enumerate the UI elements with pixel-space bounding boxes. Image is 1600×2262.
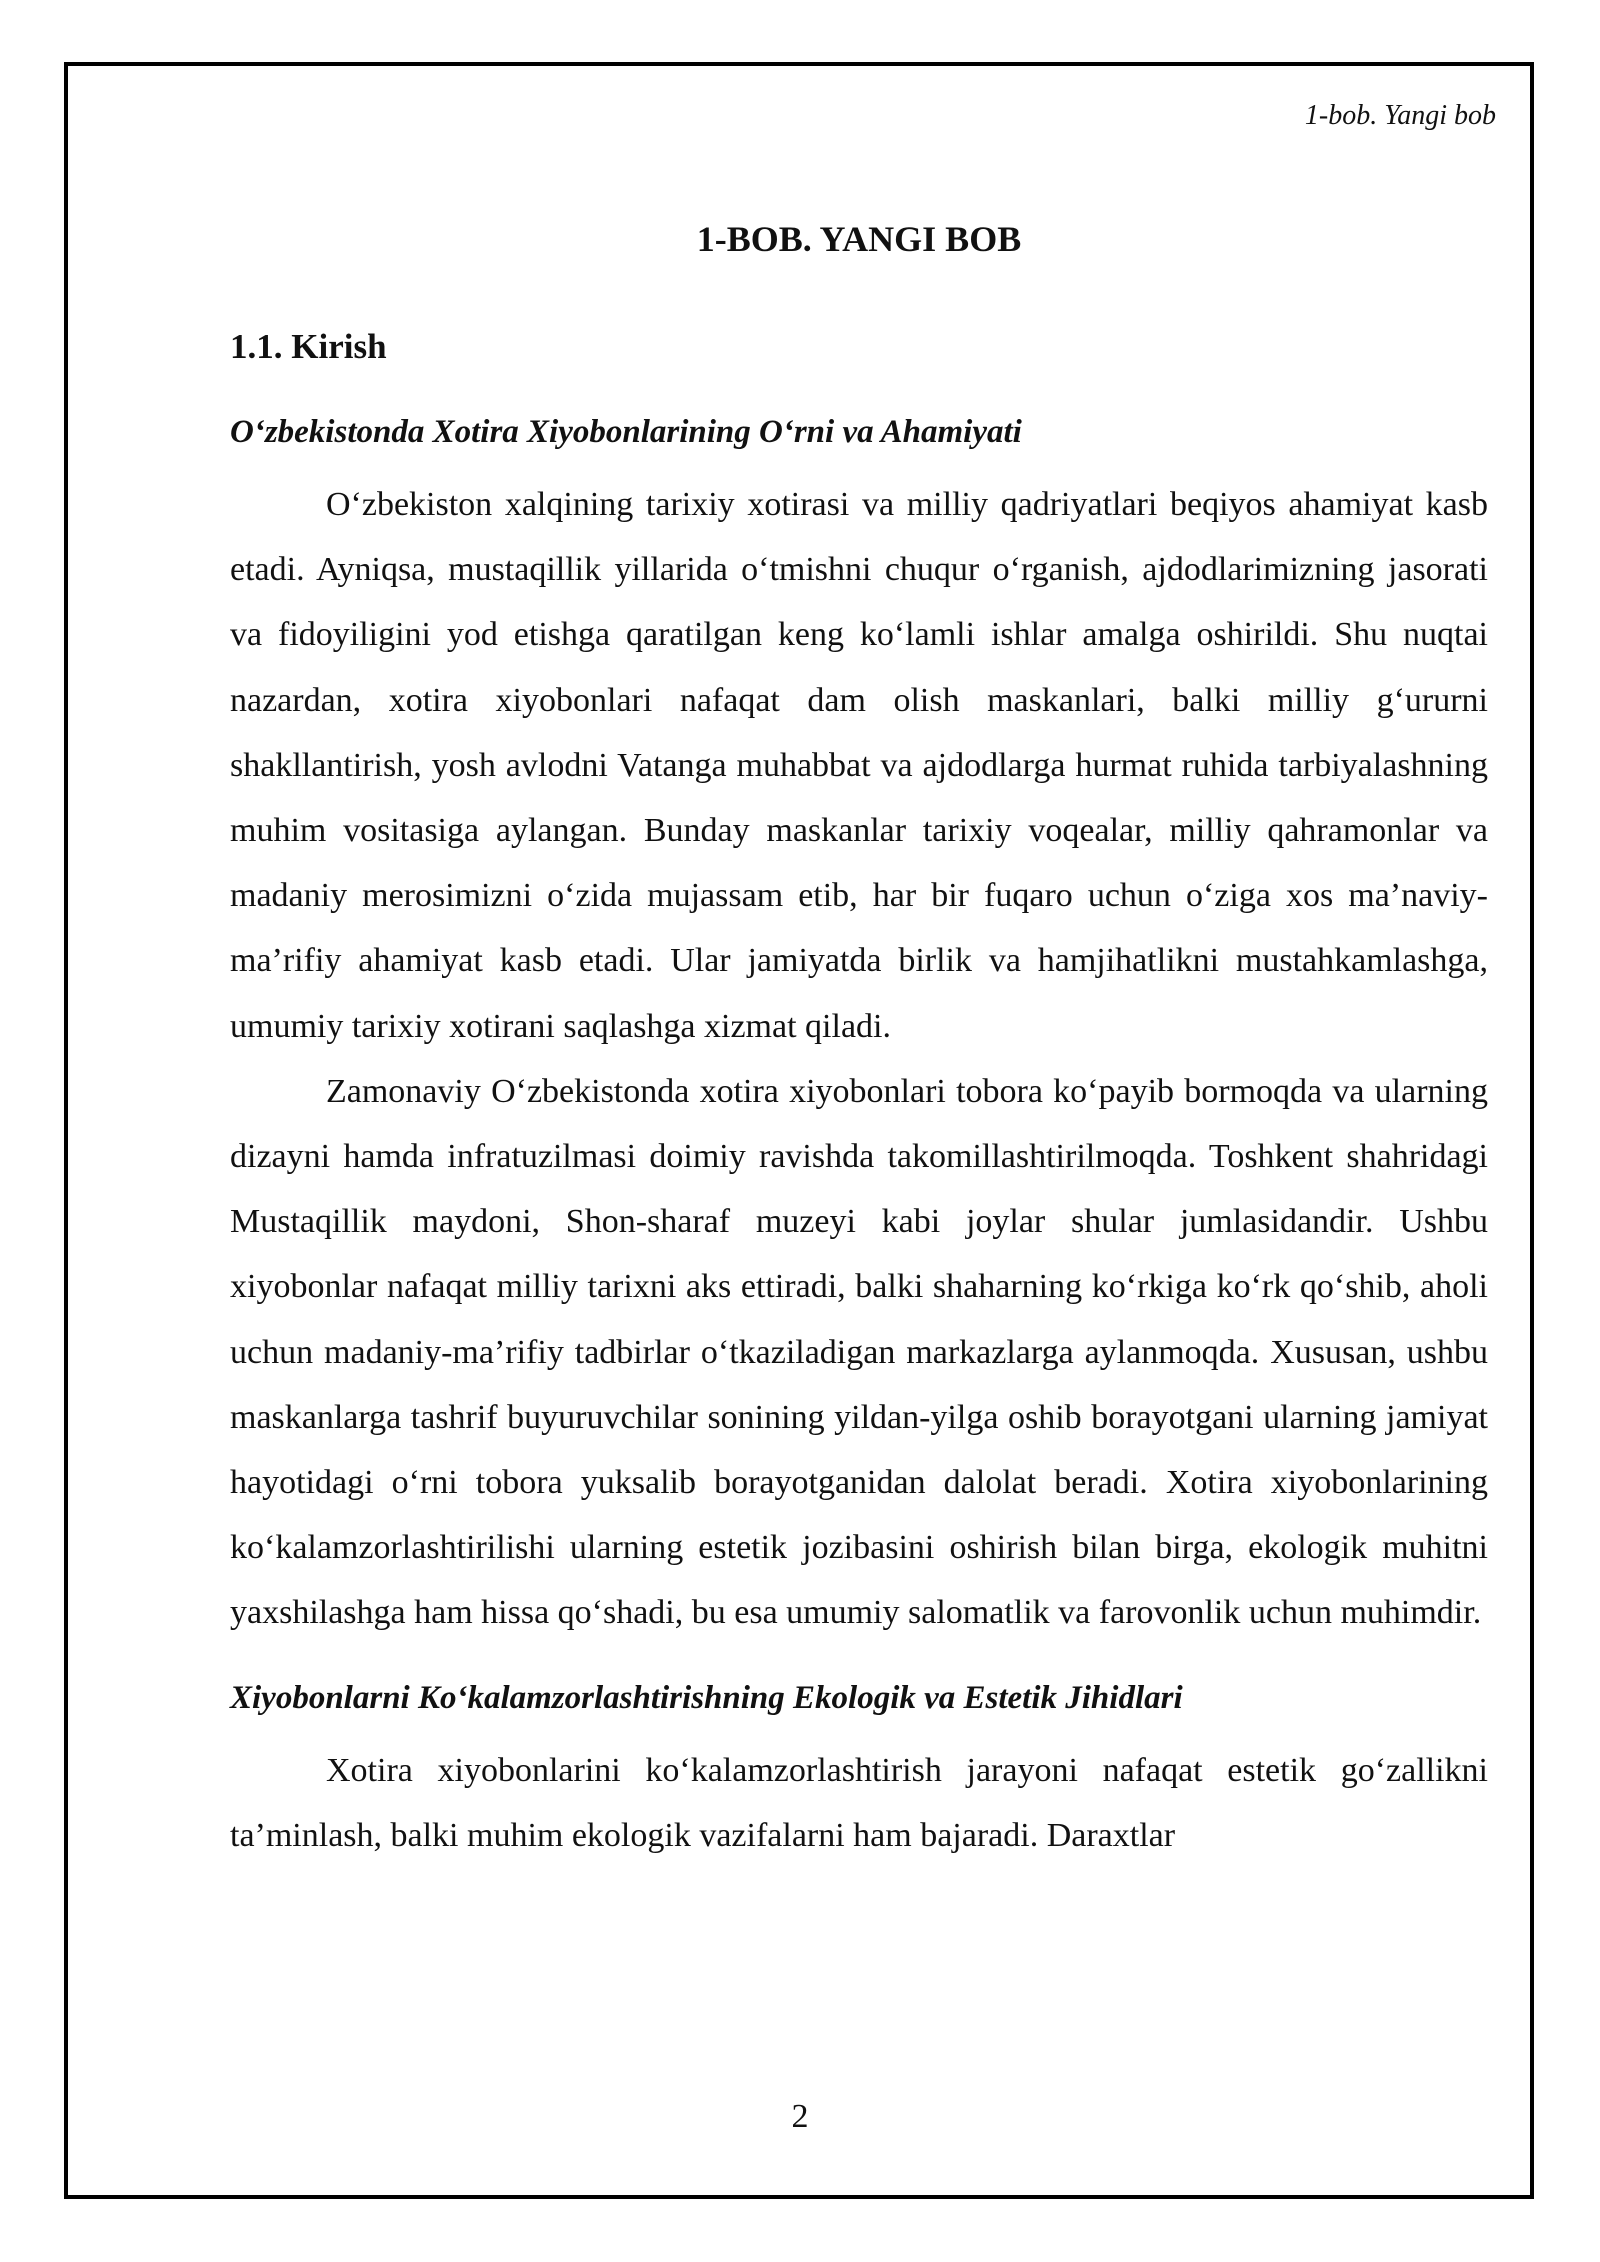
section-title: 1.1. Kirish xyxy=(230,327,387,366)
subheading-1: O‘zbekistonda Xotira Xiyobonlarining O‘rni va Ahamiyati xyxy=(230,414,1022,450)
running-header: 1-bob. Yangi bob xyxy=(1304,100,1496,131)
paragraph-2: Zamonaviy O‘zbekistonda xotira xiyobonlari tobora ko‘payib bormoqda va ularning dizayni hamda infratuzilmasi doimiy ravishda takomillashtirilmoqda. Toshkent shahridagi Mustaqillik maydoni, Shon-sharaf muzeyi kabi joylar shular jumlasidandir. Ushbu xiyobonlar nafaqat milliy tarixni aks ettiradi, balki shaharning ko‘rkiga ko‘rk qo‘shib, aholi uchun madaniy-ma’rifiy tadbirlar o‘tkaziladigan markazlarga aylanmoqda. Xususan, ushbu maskanlarga tashrif buyuruvchilar sonining yildan-yilga oshib borayotgani ularning jamiyat hayotidagi o‘rni tobora yuksalib borayotganidan dalolat beradi. Xotira xiyobonlarining ko‘kalamzorlashtirilishi ularning estetik jozibasini oshirish bilan birga, ekologik muhitni yaxshilashga ham hissa qo‘shadi, bu esa umumiy salomatlik va farovonlik uchun muhimdir. xyxy=(230,1072,1488,1632)
subheading-2: Xiyobonlarni Ko‘kalamzorlashtirishning Ekologik va Estetik Jihidlari xyxy=(230,1679,1183,1716)
page-content xyxy=(230,216,1488,1868)
page-number: 2 xyxy=(791,2098,809,2135)
paragraph-1: O‘zbekiston xalqining tarixiy xotirasi va milliy qadriyatlari beqiyos ahamiyat kasb etadi. Ayniqsa, mustaqillik yillarida o‘tmishni chuqur o‘rganish, ajdodlarimizning jasorati va fidoyiligini yod etishga qaratilgan keng ko‘lamli ishlar amalga oshirildi. Shu nuqtai nazardan, xotira xiyobonlari nafaqat dam olish maskanlari, balki milliy g‘ururni shakllantirish, yosh avlodni Vatanga muhabbat va ajdodlarga hurmat ruhida tarbiyalashning muhim vositasiga aylangan. Bunday maskanlar tarixiy voqealar, milliy qahramonlar va madaniy merosimizni o‘zida mujassam etib, har bir fuqaro uchun o‘ziga xos ma’naviy-ma’rifiy ahamiyat kasb etadi. Ular jamiyatda birlik va hamjihatlikni mustahkamlashga, umumiy tarixiy xotirani saqlashga xizmat qiladi. xyxy=(230,486,1488,1045)
paragraph-3: Xotira xiyobonlarini ko‘kalamzorlashtirish jarayoni nafaqat estetik go‘zallikni ta’minlash, balki muhim ekologik vazifalarni ham bajaradi. Daraxtlar xyxy=(230,1751,1488,1854)
chapter-title: 1-BOB. YANGI BOB xyxy=(696,219,1022,259)
